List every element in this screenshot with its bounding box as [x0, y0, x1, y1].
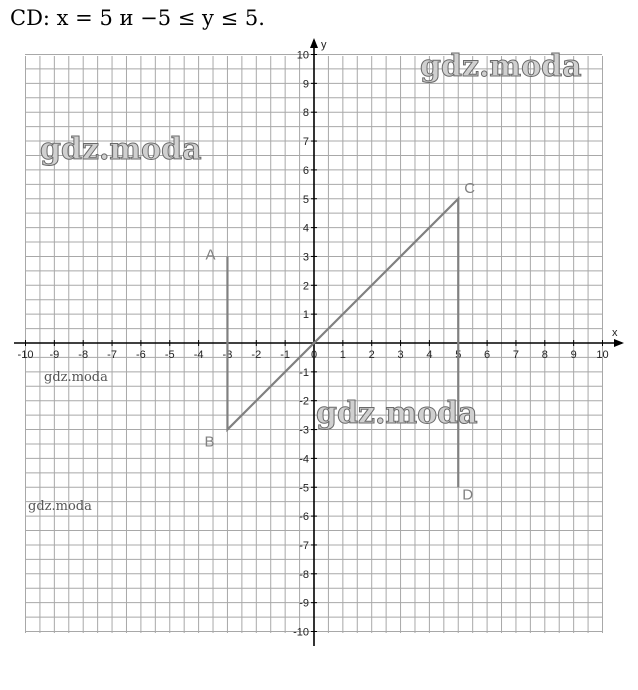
y-axis-arrow-icon [310, 38, 318, 48]
x-tick-label: -5 [164, 349, 175, 361]
x-tick-label: -3 [222, 349, 233, 361]
x-tick-label: 10 [596, 349, 609, 361]
y-tick-label: 3 [302, 251, 309, 264]
x-tick-label: 2 [368, 349, 375, 361]
y-tick-label: 9 [302, 78, 309, 91]
watermark-text: gdz.moda [316, 396, 478, 431]
x-tick-label: 6 [484, 349, 491, 361]
y-tick-label: -3 [299, 424, 309, 437]
y-axis-label: y [321, 39, 327, 51]
y-tick-label: -9 [299, 597, 309, 610]
caption-text: CD: x = 5 и −5 ≤ y ≤ 5. [10, 6, 265, 30]
x-tick-label: 5 [455, 349, 462, 361]
x-tick-label: 4 [426, 349, 433, 361]
x-tick-label: 1 [339, 349, 346, 361]
watermark-text: gdz.moda [44, 370, 108, 385]
x-axis-label: x [612, 327, 618, 339]
y-tick-label: -10 [293, 626, 309, 639]
y-tick-label: -7 [299, 539, 309, 552]
x-tick-label: 8 [541, 349, 548, 361]
x-tick-label: 0 [310, 349, 318, 361]
y-tick-label: 1 [302, 309, 309, 322]
point-labels [204, 180, 475, 504]
y-tick-label: 4 [302, 222, 309, 235]
watermark-text: gdz.moda [28, 499, 92, 514]
point-label-a: A [205, 246, 216, 264]
y-tick-label: 5 [302, 193, 309, 206]
x-tick-label: 9 [570, 349, 577, 361]
y-tick-label: -8 [299, 568, 309, 581]
y-tick-label: 8 [302, 107, 309, 120]
y-tick-label: 2 [302, 280, 309, 293]
x-axis-arrow-icon [614, 339, 624, 347]
point-label-d: D [462, 486, 474, 504]
y-tick-label: -5 [299, 482, 309, 495]
y-tick-label: -2 [299, 395, 309, 408]
x-tick-label: 7 [512, 349, 520, 361]
watermark-text: gdz.moda [40, 132, 202, 167]
point-label-b: B [204, 433, 215, 451]
x-tick-label: -9 [49, 349, 60, 361]
x-tick-label: -6 [136, 349, 146, 361]
axes [14, 38, 624, 646]
x-tick-label: -2 [251, 349, 262, 361]
watermark-text: gdz.moda [420, 49, 582, 84]
x-tick-label: 3 [397, 349, 404, 361]
y-tick-label: -6 [299, 511, 309, 524]
point-label-c: C [464, 179, 476, 197]
x-tick-label: -7 [107, 349, 117, 361]
x-tick-label: -4 [193, 349, 204, 361]
y-tick-label: 10 [296, 49, 309, 62]
y-tick-label: -1 [299, 366, 309, 379]
x-tick-label: -10 [17, 349, 34, 361]
y-tick-label: 7 [302, 136, 309, 149]
x-tick-label: -8 [78, 349, 89, 361]
y-tick-label: 6 [302, 164, 309, 177]
x-tick-label: -1 [280, 349, 291, 361]
y-tick-label: -4 [299, 453, 309, 466]
